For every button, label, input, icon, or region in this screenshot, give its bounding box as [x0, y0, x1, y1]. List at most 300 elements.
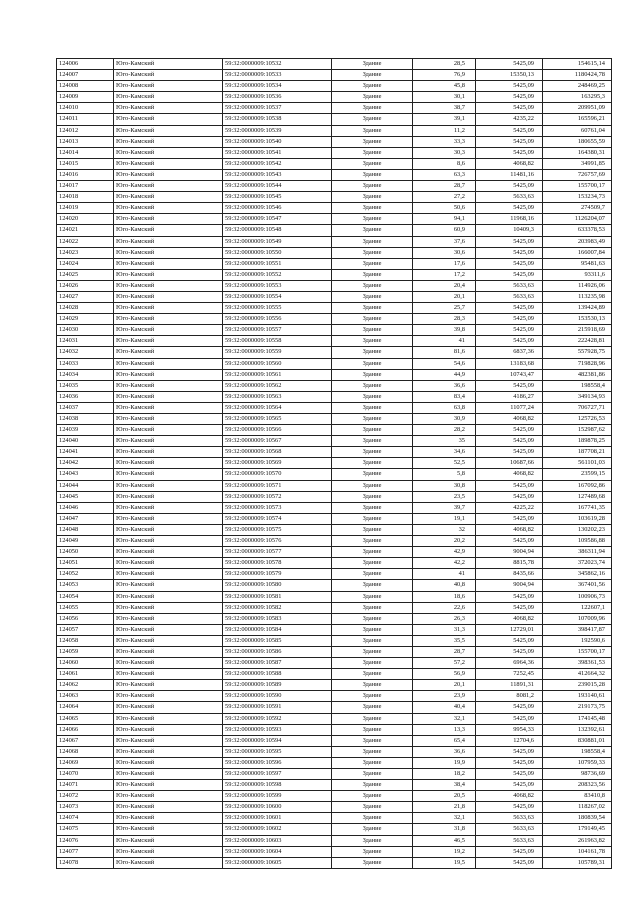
rate-cell: 11077,24 — [476, 402, 543, 413]
rate-cell: 5425,09 — [476, 857, 543, 868]
table-row — [57, 447, 612, 458]
district-cell: Юго-Камский — [114, 691, 223, 702]
rate-cell: 5425,09 — [476, 480, 543, 491]
area-cell: 36,6 — [413, 380, 476, 391]
district-cell: Юго-Камский — [114, 225, 223, 236]
district-cell: Юго-Камский — [114, 635, 223, 646]
cadastral-number-cell: 59:32:0000009:10569 — [223, 458, 332, 469]
area-cell: 60,9 — [413, 225, 476, 236]
cadastral-number-cell: 59:32:0000009:10564 — [223, 402, 332, 413]
row-number: 124027 — [57, 291, 114, 302]
cadastral-number-cell: 59:32:0000009:10548 — [223, 225, 332, 236]
value-cell: 274509,7 — [543, 203, 612, 214]
district-cell: Юго-Камский — [114, 347, 223, 358]
cadastral-number-cell: 59:32:0000009:10597 — [223, 769, 332, 780]
table-row — [57, 158, 612, 169]
district-cell: Юго-Камский — [114, 181, 223, 192]
object-type-cell: Здание — [332, 125, 413, 136]
district-cell: Юго-Камский — [114, 158, 223, 169]
area-cell: 63,8 — [413, 402, 476, 413]
district-cell: Юго-Камский — [114, 536, 223, 547]
cadastral-number-cell: 59:32:0000009:10591 — [223, 702, 332, 713]
district-cell: Юго-Камский — [114, 214, 223, 225]
district-cell: Юго-Камский — [114, 835, 223, 846]
area-cell: 41 — [413, 336, 476, 347]
area-cell: 32,1 — [413, 713, 476, 724]
object-type-cell: Здание — [332, 236, 413, 247]
object-type-cell: Здание — [332, 635, 413, 646]
table-row — [57, 680, 612, 691]
district-cell: Юго-Камский — [114, 291, 223, 302]
object-type-cell: Здание — [332, 114, 413, 125]
table-row — [57, 336, 612, 347]
table-row — [57, 691, 612, 702]
cadastral-number-cell: 59:32:0000009:10560 — [223, 358, 332, 369]
value-cell: 209951,09 — [543, 103, 612, 114]
row-number: 124006 — [57, 59, 114, 70]
area-cell: 52,5 — [413, 458, 476, 469]
table-row — [57, 402, 612, 413]
object-type-cell: Здание — [332, 81, 413, 92]
row-number: 124031 — [57, 336, 114, 347]
value-cell: 706727,71 — [543, 402, 612, 413]
cadastral-number-cell: 59:32:0000009:10593 — [223, 724, 332, 735]
object-type-cell: Здание — [332, 280, 413, 291]
rate-cell: 5425,09 — [476, 147, 543, 158]
cadastral-number-cell: 59:32:0000009:10545 — [223, 192, 332, 203]
cadastral-number-cell: 59:32:0000009:10581 — [223, 591, 332, 602]
cadastral-number-cell: 59:32:0000009:10583 — [223, 613, 332, 624]
row-number: 124025 — [57, 269, 114, 280]
value-cell: 93311,6 — [543, 269, 612, 280]
district-cell: Юго-Камский — [114, 258, 223, 269]
district-cell: Юго-Камский — [114, 402, 223, 413]
area-cell: 22,6 — [413, 602, 476, 613]
district-cell: Юго-Камский — [114, 136, 223, 147]
area-cell: 19,5 — [413, 857, 476, 868]
area-cell: 17,2 — [413, 269, 476, 280]
district-cell: Юго-Камский — [114, 524, 223, 535]
district-cell: Юго-Камский — [114, 846, 223, 857]
area-cell: 57,2 — [413, 658, 476, 669]
rate-cell: 9954,33 — [476, 724, 543, 735]
value-cell: 34991,85 — [543, 158, 612, 169]
row-number: 124066 — [57, 724, 114, 735]
value-cell: 132392,61 — [543, 724, 612, 735]
rate-cell: 5425,09 — [476, 125, 543, 136]
row-number: 124043 — [57, 469, 114, 480]
object-type-cell: Здание — [332, 214, 413, 225]
row-number: 124009 — [57, 92, 114, 103]
object-type-cell: Здание — [332, 491, 413, 502]
cadastral-number-cell: 59:32:0000009:10544 — [223, 181, 332, 192]
object-type-cell: Здание — [332, 835, 413, 846]
value-cell: 155700,17 — [543, 181, 612, 192]
cadastral-number-cell: 59:32:0000009:10561 — [223, 369, 332, 380]
cadastral-number-cell: 59:32:0000009:10575 — [223, 524, 332, 535]
cadastral-number-cell: 59:32:0000009:10543 — [223, 169, 332, 180]
table-row — [57, 258, 612, 269]
rate-cell: 8081,2 — [476, 691, 543, 702]
rate-cell: 5633,63 — [476, 813, 543, 824]
area-cell: 40,4 — [413, 702, 476, 713]
object-type-cell: Здание — [332, 502, 413, 513]
row-number: 124010 — [57, 103, 114, 114]
rate-cell: 5425,09 — [476, 181, 543, 192]
table-row — [57, 125, 612, 136]
row-number: 124011 — [57, 114, 114, 125]
cadastral-number-cell: 59:32:0000009:10603 — [223, 835, 332, 846]
row-number: 124019 — [57, 203, 114, 214]
table-row — [57, 425, 612, 436]
rate-cell: 4186,27 — [476, 391, 543, 402]
value-cell: 561101,03 — [543, 458, 612, 469]
rate-cell: 5425,09 — [476, 136, 543, 147]
row-number: 124015 — [57, 158, 114, 169]
row-number: 124051 — [57, 558, 114, 569]
row-number: 124073 — [57, 802, 114, 813]
district-cell: Юго-Камский — [114, 502, 223, 513]
value-cell: 367401,56 — [543, 580, 612, 591]
row-number: 124078 — [57, 857, 114, 868]
table-row — [57, 724, 612, 735]
rate-cell: 5425,09 — [476, 846, 543, 857]
object-type-cell: Здание — [332, 802, 413, 813]
cadastral-number-cell: 59:32:0000009:10549 — [223, 236, 332, 247]
object-type-cell: Здание — [332, 347, 413, 358]
table-row — [57, 658, 612, 669]
object-type-cell: Здание — [332, 469, 413, 480]
district-cell: Юго-Камский — [114, 92, 223, 103]
table-row — [57, 791, 612, 802]
row-number: 124063 — [57, 691, 114, 702]
area-cell: 35,5 — [413, 635, 476, 646]
area-cell: 30,1 — [413, 92, 476, 103]
object-type-cell: Здание — [332, 103, 413, 114]
district-cell: Юго-Камский — [114, 458, 223, 469]
district-cell: Юго-Камский — [114, 369, 223, 380]
district-cell: Юго-Камский — [114, 658, 223, 669]
object-type-cell: Здание — [332, 136, 413, 147]
row-number: 124067 — [57, 735, 114, 746]
cadastral-number-cell: 59:32:0000009:10584 — [223, 624, 332, 635]
rate-cell: 4068,82 — [476, 469, 543, 480]
area-cell: 25,7 — [413, 303, 476, 314]
district-cell: Юго-Камский — [114, 680, 223, 691]
object-type-cell: Здание — [332, 613, 413, 624]
table-row — [57, 347, 612, 358]
table-row — [57, 92, 612, 103]
value-cell: 107959,33 — [543, 757, 612, 768]
rate-cell: 10687,66 — [476, 458, 543, 469]
rate-cell: 8815,78 — [476, 558, 543, 569]
table-row — [57, 358, 612, 369]
object-type-cell: Здание — [332, 658, 413, 669]
value-cell: 198558,4 — [543, 380, 612, 391]
cadastral-number-cell: 59:32:0000009:10589 — [223, 680, 332, 691]
district-cell: Юго-Камский — [114, 314, 223, 325]
object-type-cell: Здание — [332, 558, 413, 569]
table-row — [57, 214, 612, 225]
district-cell: Юго-Камский — [114, 735, 223, 746]
cadastral-number-cell: 59:32:0000009:10570 — [223, 469, 332, 480]
row-number: 124020 — [57, 214, 114, 225]
row-number: 124014 — [57, 147, 114, 158]
area-cell: 30,9 — [413, 414, 476, 425]
cadastral-number-cell: 59:32:0000009:10600 — [223, 802, 332, 813]
object-type-cell: Здание — [332, 447, 413, 458]
value-cell: 104161,78 — [543, 846, 612, 857]
value-cell: 154615,14 — [543, 59, 612, 70]
value-cell: 482381,86 — [543, 369, 612, 380]
object-type-cell: Здание — [332, 536, 413, 547]
rate-cell: 4068,82 — [476, 613, 543, 624]
row-number: 124039 — [57, 425, 114, 436]
cadastral-number-cell: 59:32:0000009:10576 — [223, 536, 332, 547]
area-cell: 20,4 — [413, 280, 476, 291]
object-type-cell: Здание — [332, 181, 413, 192]
area-cell: 19,2 — [413, 846, 476, 857]
rate-cell: 4068,82 — [476, 791, 543, 802]
rate-cell: 5425,09 — [476, 702, 543, 713]
value-cell: 167092,86 — [543, 480, 612, 491]
value-cell: 719828,96 — [543, 358, 612, 369]
value-cell: 113235,98 — [543, 291, 612, 302]
object-type-cell: Здание — [332, 846, 413, 857]
table-row — [57, 702, 612, 713]
value-cell: 118267,02 — [543, 802, 612, 813]
rate-cell: 11968,16 — [476, 214, 543, 225]
cadastral-number-cell: 59:32:0000009:10582 — [223, 602, 332, 613]
value-cell: 105789,31 — [543, 857, 612, 868]
district-cell: Юго-Камский — [114, 303, 223, 314]
cadastral-number-cell: 59:32:0000009:10551 — [223, 258, 332, 269]
district-cell: Юго-Камский — [114, 336, 223, 347]
cadastral-number-cell: 59:32:0000009:10565 — [223, 414, 332, 425]
area-cell: 33,3 — [413, 136, 476, 147]
rate-cell: 5425,09 — [476, 602, 543, 613]
area-cell: 39,7 — [413, 502, 476, 513]
district-cell: Юго-Камский — [114, 702, 223, 713]
table-row — [57, 81, 612, 92]
object-type-cell: Здание — [332, 691, 413, 702]
table-row — [57, 225, 612, 236]
value-cell: 726757,69 — [543, 169, 612, 180]
value-cell: 83410,8 — [543, 791, 612, 802]
object-type-cell: Здание — [332, 591, 413, 602]
rate-cell: 5425,09 — [476, 380, 543, 391]
rate-cell: 12729,01 — [476, 624, 543, 635]
object-type-cell: Здание — [332, 225, 413, 236]
table-row — [57, 469, 612, 480]
object-type-cell: Здание — [332, 414, 413, 425]
rate-cell: 5425,09 — [476, 746, 543, 757]
district-cell: Юго-Камский — [114, 425, 223, 436]
row-number: 124052 — [57, 569, 114, 580]
district-cell: Юго-Камский — [114, 325, 223, 336]
table-row — [57, 835, 612, 846]
district-cell: Юго-Камский — [114, 391, 223, 402]
cadastral-number-cell: 59:32:0000009:10559 — [223, 347, 332, 358]
table-row — [57, 136, 612, 147]
value-cell: 192590,6 — [543, 635, 612, 646]
rate-cell: 5425,09 — [476, 802, 543, 813]
area-cell: 34,6 — [413, 447, 476, 458]
district-cell: Юго-Камский — [114, 380, 223, 391]
value-cell: 349134,93 — [543, 391, 612, 402]
table-row — [57, 314, 612, 325]
object-type-cell: Здание — [332, 602, 413, 613]
value-cell: 398361,53 — [543, 658, 612, 669]
value-cell: 180655,59 — [543, 136, 612, 147]
area-cell: 21,8 — [413, 802, 476, 813]
row-number: 124045 — [57, 491, 114, 502]
rate-cell: 6837,36 — [476, 347, 543, 358]
row-number: 124035 — [57, 380, 114, 391]
table-row — [57, 558, 612, 569]
object-type-cell: Здание — [332, 713, 413, 724]
row-number: 124049 — [57, 536, 114, 547]
rate-cell: 5425,09 — [476, 536, 543, 547]
object-type-cell: Здание — [332, 702, 413, 713]
table-row — [57, 569, 612, 580]
object-type-cell: Здание — [332, 757, 413, 768]
table-row — [57, 114, 612, 125]
row-number: 124042 — [57, 458, 114, 469]
area-cell: 39,8 — [413, 325, 476, 336]
value-cell: 130202,23 — [543, 524, 612, 535]
cadastral-number-cell: 59:32:0000009:10568 — [223, 447, 332, 458]
cadastral-number-cell: 59:32:0000009:10552 — [223, 269, 332, 280]
cadastral-number-cell: 59:32:0000009:10585 — [223, 635, 332, 646]
rate-cell: 5425,09 — [476, 491, 543, 502]
row-number: 124055 — [57, 602, 114, 613]
table-row — [57, 280, 612, 291]
rate-cell: 5425,09 — [476, 336, 543, 347]
object-type-cell: Здание — [332, 303, 413, 314]
rate-cell: 4068,82 — [476, 158, 543, 169]
object-type-cell: Здание — [332, 258, 413, 269]
table-row — [57, 192, 612, 203]
rate-cell: 4225,22 — [476, 502, 543, 513]
area-cell: 37,6 — [413, 236, 476, 247]
table-row — [57, 59, 612, 70]
rate-cell: 9004,94 — [476, 580, 543, 591]
area-cell: 36,6 — [413, 746, 476, 757]
object-type-cell: Здание — [332, 158, 413, 169]
area-cell: 13,3 — [413, 724, 476, 735]
row-number: 124075 — [57, 824, 114, 835]
district-cell: Юго-Камский — [114, 824, 223, 835]
area-cell: 40,8 — [413, 580, 476, 591]
table-row — [57, 436, 612, 447]
value-cell: 163295,3 — [543, 92, 612, 103]
area-cell: 23,5 — [413, 491, 476, 502]
rate-cell: 5633,63 — [476, 291, 543, 302]
cadastral-number-cell: 59:32:0000009:10586 — [223, 646, 332, 657]
district-cell: Юго-Камский — [114, 769, 223, 780]
cadastral-number-cell: 59:32:0000009:10553 — [223, 280, 332, 291]
value-cell: 222428,81 — [543, 336, 612, 347]
row-number: 124040 — [57, 436, 114, 447]
rate-cell: 10743,47 — [476, 369, 543, 380]
row-number: 124041 — [57, 447, 114, 458]
object-type-cell: Здание — [332, 59, 413, 70]
rate-cell: 5425,09 — [476, 59, 543, 70]
cadastral-number-cell: 59:32:0000009:10579 — [223, 569, 332, 580]
value-cell: 152987,62 — [543, 425, 612, 436]
table-row — [57, 780, 612, 791]
cadastral-number-cell: 59:32:0000009:10534 — [223, 81, 332, 92]
row-number: 124024 — [57, 258, 114, 269]
row-number: 124030 — [57, 325, 114, 336]
area-cell: 32 — [413, 524, 476, 535]
area-cell: 20,1 — [413, 680, 476, 691]
district-cell: Юго-Камский — [114, 147, 223, 158]
district-cell: Юго-Камский — [114, 247, 223, 258]
area-cell: 32,1 — [413, 813, 476, 824]
object-type-cell: Здание — [332, 336, 413, 347]
district-cell: Юго-Камский — [114, 236, 223, 247]
row-number: 124061 — [57, 669, 114, 680]
rate-cell: 5425,09 — [476, 769, 543, 780]
table-row — [57, 103, 612, 114]
district-cell: Юго-Камский — [114, 669, 223, 680]
object-type-cell: Здание — [332, 857, 413, 868]
district-cell: Юго-Камский — [114, 414, 223, 425]
value-cell: 203983,49 — [543, 236, 612, 247]
row-number: 124056 — [57, 613, 114, 624]
cadastral-number-cell: 59:32:0000009:10574 — [223, 513, 332, 524]
district-cell: Юго-Камский — [114, 591, 223, 602]
area-cell: 28,7 — [413, 181, 476, 192]
rate-cell: 10409,3 — [476, 225, 543, 236]
value-cell: 98736,69 — [543, 769, 612, 780]
area-cell: 54,6 — [413, 358, 476, 369]
value-cell: 166007,84 — [543, 247, 612, 258]
rate-cell: 6964,36 — [476, 658, 543, 669]
row-number: 124016 — [57, 169, 114, 180]
area-cell: 45,8 — [413, 81, 476, 92]
rate-cell: 13183,68 — [476, 358, 543, 369]
area-cell: 27,2 — [413, 192, 476, 203]
value-cell: 345862,16 — [543, 569, 612, 580]
object-type-cell: Здание — [332, 369, 413, 380]
object-type-cell: Здание — [332, 402, 413, 413]
value-cell: 114926,06 — [543, 280, 612, 291]
value-cell: 633378,53 — [543, 225, 612, 236]
table-row — [57, 181, 612, 192]
table-row — [57, 480, 612, 491]
row-number: 124036 — [57, 391, 114, 402]
district-cell: Юго-Камский — [114, 436, 223, 447]
district-cell: Юго-Камский — [114, 757, 223, 768]
district-cell: Юго-Камский — [114, 624, 223, 635]
area-cell: 94,1 — [413, 214, 476, 225]
cadastral-number-cell: 59:32:0000009:10538 — [223, 114, 332, 125]
row-number: 124008 — [57, 81, 114, 92]
table-row — [57, 735, 612, 746]
area-cell: 31,3 — [413, 624, 476, 635]
object-type-cell: Здание — [332, 203, 413, 214]
object-type-cell: Здание — [332, 569, 413, 580]
table-row — [57, 757, 612, 768]
district-cell: Юго-Камский — [114, 480, 223, 491]
table-row — [57, 458, 612, 469]
row-number: 124023 — [57, 247, 114, 258]
rate-cell: 8435,66 — [476, 569, 543, 580]
district-cell: Юго-Камский — [114, 802, 223, 813]
